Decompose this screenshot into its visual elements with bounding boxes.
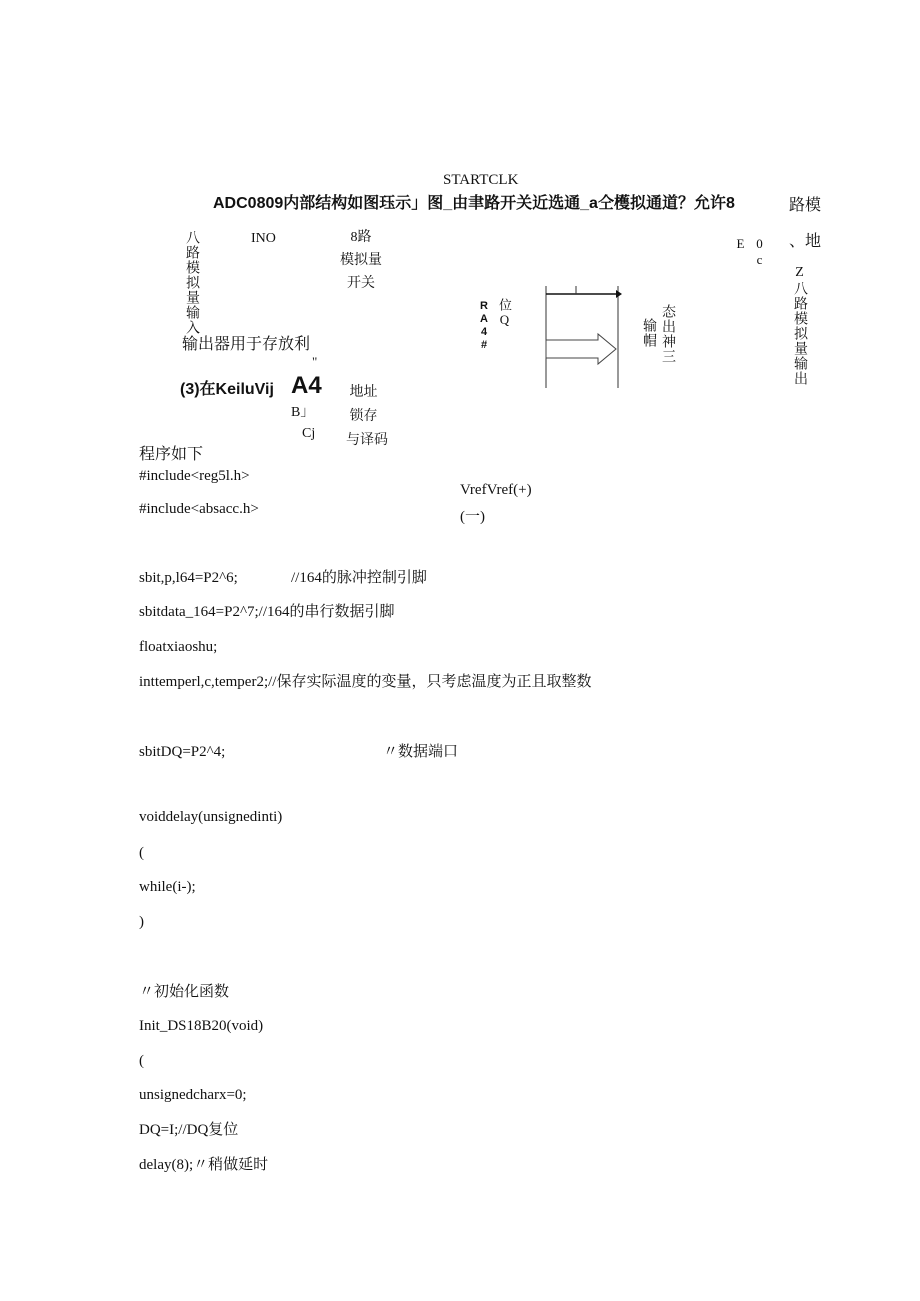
output-description: 输出器用于存放利 (182, 336, 311, 353)
code-init-comment: 〃初始化函数 (139, 984, 230, 1000)
start-clk-label: STARTCLK (443, 172, 519, 188)
keil-step-line: (3)在KeiluVij (180, 381, 274, 398)
latch-line-1: 地址 (349, 385, 378, 400)
in0-label: INO (251, 231, 276, 246)
code-char-decl: unsignedcharx=0; (139, 1087, 247, 1103)
switch-line-2: 模拟量 (340, 253, 382, 268)
diagram-hollow-arrow (546, 334, 616, 364)
intro-line: ADC0809内部结构如图珏示」图_由聿路开关近选通_a仝檴拟通道？允许8 (213, 195, 735, 212)
code-include-absacc: #include<absacc.h> (139, 501, 259, 517)
code-while-loop: while(i-); (139, 879, 196, 895)
code-delay-call: delay(8);〃稍做延时 (139, 1157, 269, 1173)
vref-minus-label: (一) (460, 509, 485, 525)
latch-line-3: 与译码 (346, 433, 388, 448)
wei-q-label: 位Q (497, 298, 512, 328)
program-label: 程序如下 (139, 446, 204, 463)
e-label: E (733, 236, 748, 252)
buffer-label: 输帽 (641, 318, 656, 348)
code-include-reg51: #include<reg5l.h> (139, 468, 250, 484)
cj-label: Cj (302, 426, 316, 441)
superscript-mark: " (312, 354, 318, 369)
switch-line-3: 开关 (347, 276, 375, 291)
code-sbit-data164: sbitdata_164=P2^7;//164的串行数据引脚 (139, 604, 395, 620)
code-sbit-p164-comment: //164的脉冲控制引脚 (291, 570, 427, 586)
code-int-decl: inttemperl,c,temper2;//保存实际温度的变量，只考虑温度为正且取整数 (139, 674, 592, 690)
code-sbit-p164: sbit,p,l64=P2^6; (139, 570, 238, 586)
code-open-brace-2: ( (139, 1053, 144, 1069)
latch-block-label (341, 386, 393, 448)
code-delay-decl: voiddelay(unsignedinti) (139, 809, 283, 825)
code-sbit-dq-comment: 〃数据端口 (383, 744, 459, 760)
tri-state-label: 态出神三 (660, 304, 675, 364)
ra-label: RA4# (478, 300, 490, 352)
intro-line-end: 路模 (789, 197, 822, 214)
code-open-brace-1: ( (139, 845, 144, 861)
latch-line-2: 锁存 (349, 409, 378, 424)
vref-label: VrefVref(+) (460, 482, 532, 498)
a4-label: A4 (291, 372, 322, 399)
diagram-top-arrowhead (616, 290, 622, 298)
analog-input-label: 八路模拟量输入 (184, 230, 199, 335)
analog-output-label: Z八路模拟量输出 (792, 265, 807, 386)
tri-state-diagram (540, 282, 630, 392)
intro-line-end-2: 、地 (789, 233, 822, 250)
b-label: B」 (291, 405, 315, 420)
code-close-brace-1: ) (139, 914, 144, 930)
code-init-decl: Init_DS18B20(void) (139, 1018, 264, 1034)
code-sbit-dq: sbitDQ=P2^4; (139, 744, 226, 760)
code-dq-reset: DQ=I;//DQ复位 (139, 1122, 239, 1138)
code-float-decl: floatxiaoshu; (139, 639, 218, 655)
switch-line-1: 8路 (350, 230, 372, 245)
oc-label: 0c (752, 236, 767, 268)
switch-block-label (336, 231, 386, 291)
